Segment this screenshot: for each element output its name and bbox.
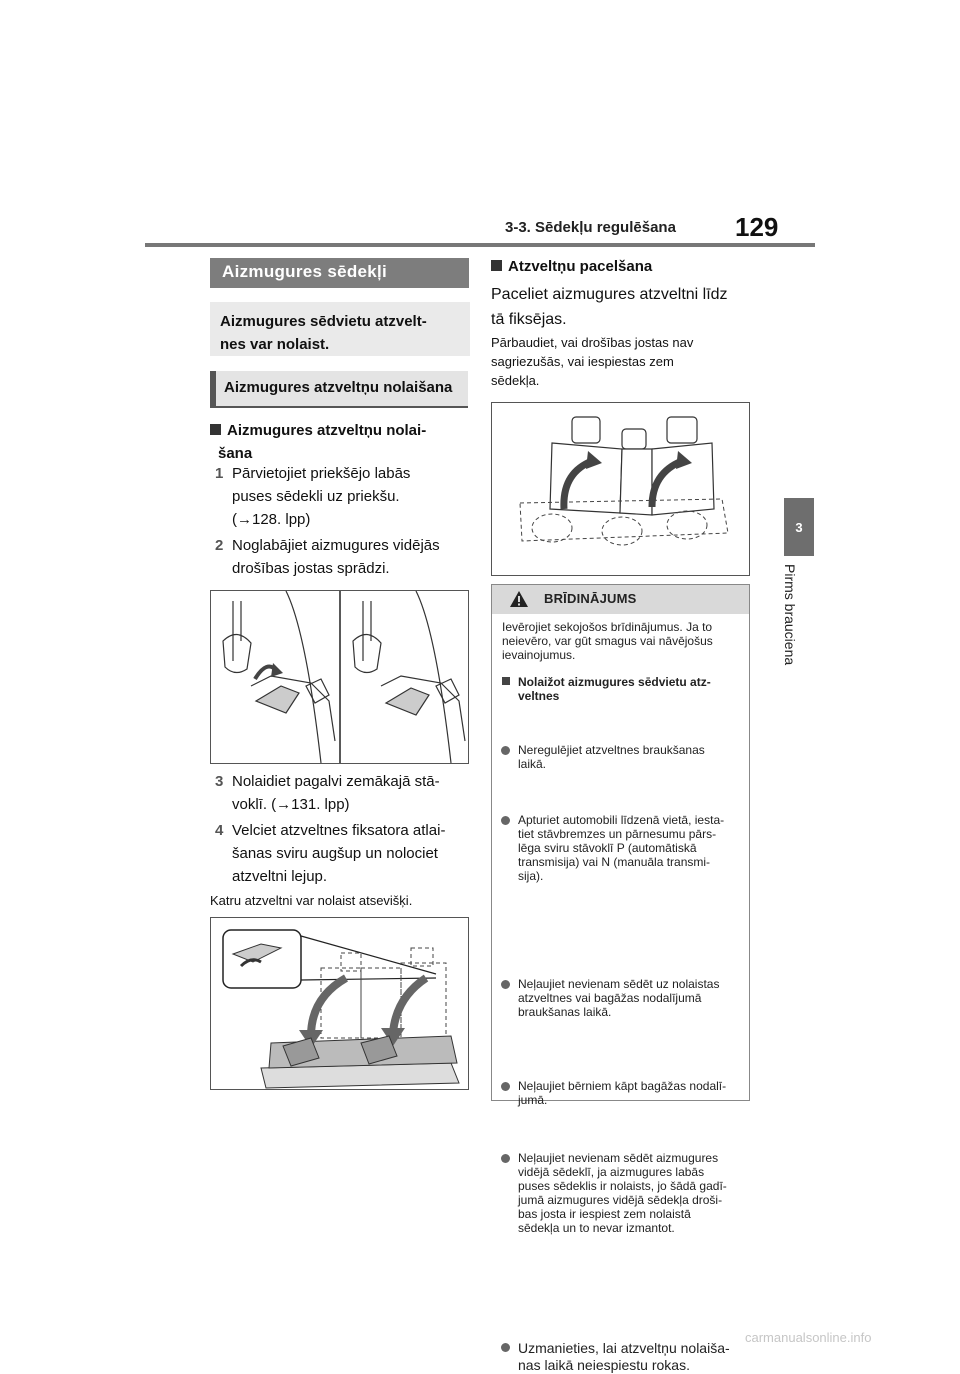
step-line: Nolaidiet pagalvi zemākajā stā- <box>232 773 440 790</box>
bullet-dot-icon <box>501 980 510 989</box>
raise-note-line: sēdekļa. <box>491 373 540 388</box>
page-number: 129 <box>735 212 779 242</box>
warning-bullet-line: jumā. <box>518 1093 548 1107</box>
warning-header <box>492 585 749 614</box>
step-link[interactable]: (→128. lpp) <box>232 511 311 528</box>
warning-bullet-line: nas laikā neiespiestu rokas. <box>518 1357 690 1373</box>
seat-fold-illustration <box>211 918 468 1089</box>
warning-bullet-line: Neļaujiet bērniem kāpt bagāžas nodalī- <box>518 1079 727 1093</box>
buckle-illustration <box>211 591 468 763</box>
warning-bullet-line: sēdekļa un to nevar izmantot. <box>518 1221 675 1235</box>
raise-text-line: tā fiksējas. <box>491 311 567 328</box>
warning-bullet <box>502 1079 756 1107</box>
warning-title: BRĪDINĀJUMS <box>544 591 637 606</box>
bullet-dot-icon <box>501 816 510 825</box>
warning-bullet-line: lēga sviru stāvoklī P (automātiskā <box>518 841 697 855</box>
subheading: Aizmugures atzveltņu nolaišana <box>210 371 468 407</box>
footer-watermark[interactable]: carmanualsonline.info <box>745 1330 872 1345</box>
step-number: 4 <box>215 822 224 839</box>
step-1 <box>215 462 472 531</box>
raise-text-line: Paceliet aizmugures atzveltni līdz <box>491 286 728 303</box>
step-line: Pārvietojiet priekšējo labās <box>232 465 411 482</box>
raise-note-line: sagriezušās, vai iespiestas zem <box>491 354 674 369</box>
procedure-title <box>210 419 470 465</box>
warning-bullet <box>502 977 756 1019</box>
step-number: 2 <box>215 537 224 554</box>
raise-title-text: Atzveltņu pacelšana <box>508 258 653 275</box>
raise-procedure-title <box>491 255 751 278</box>
chapter-title-text: Pirms brauciena <box>782 564 798 666</box>
warning-bullet <box>502 743 756 771</box>
section-header: 3-3. Sēdekļu regulēšana <box>505 219 676 236</box>
procedure-title-line: Aizmugures atzveltņu nolai- <box>227 422 427 439</box>
step-2 <box>215 534 472 580</box>
warning-bullet-line: sija). <box>518 869 544 883</box>
chapter-title <box>780 564 816 684</box>
intro-note-line: nes var nolaist. <box>220 336 330 353</box>
header-rule <box>145 243 815 247</box>
figure-release-buckle <box>210 590 469 764</box>
step-number: 1 <box>215 465 224 482</box>
warning-bullet-line: bas josta ir iespiest zem nolaistā <box>518 1207 691 1221</box>
warning-bullet-line: braukšanas laikā. <box>518 1005 612 1019</box>
warning-bullet-line: Neļaujiet nevienam sēdēt aizmugures <box>518 1151 719 1165</box>
raise-note <box>491 333 751 390</box>
step-line: puses sēdekli uz priekšu. <box>232 488 400 505</box>
square-bullet-icon <box>210 424 221 435</box>
figure-raise-seatbacks <box>491 402 750 576</box>
warning-subtitle-line: veltnes <box>518 689 560 703</box>
step-line: drošības jostas sprādzi. <box>232 560 390 577</box>
figure-fold-seatbacks <box>210 917 469 1090</box>
step-line: atzveltni lejup. <box>232 868 328 885</box>
warning-bullet-line: Neļaujiet nevienam sēdēt uz nolaistas <box>518 977 720 991</box>
warning-bullet-line: vidējā sēdeklī, ja aizmugures labās <box>518 1165 705 1179</box>
warning-bullet-line: Apturiet automobili līdzenā vietā, iesta- <box>518 813 725 827</box>
bullet-dot-icon <box>501 746 510 755</box>
step-line: Noglabājiet aizmugures vidējās <box>232 537 440 554</box>
seat-raise-illustration <box>492 403 749 575</box>
warning-bullet-last <box>502 1340 756 1374</box>
procedure-title-line: šana <box>218 445 253 462</box>
warning-intro-line: Ievērojiet sekojošos brīdinājumus. Ja to <box>502 620 713 634</box>
bullet-dot-icon <box>501 1082 510 1091</box>
step-3 <box>215 770 472 816</box>
raise-text <box>491 282 751 332</box>
warning-subtitle-line: Nolaižot aizmugures sēdvietu atz- <box>518 675 711 689</box>
warning-bullet <box>502 1151 756 1235</box>
warning-triangle-icon <box>509 590 529 608</box>
warning-box <box>491 584 750 1373</box>
step-link[interactable]: voklī. (→131. lpp) <box>232 796 350 813</box>
warning-bullet-line: atzveltnes vai bagāžas nodalījumā <box>518 991 702 1005</box>
warning-bullet-line: Uzmanieties, lai atzveltņu nolaiša- <box>518 1340 730 1356</box>
square-bullet-icon <box>491 260 502 271</box>
footnote: Katru atzveltni var nolaist atsevišķi. <box>210 893 413 908</box>
warning-subtitle <box>502 675 756 703</box>
step-number: 3 <box>215 773 224 790</box>
warning-bullet-line: laikā. <box>518 757 547 771</box>
warning-intro <box>502 620 740 662</box>
chapter-tab[interactable]: 3 <box>784 498 814 556</box>
warning-bullet-line: puses sēdeklis ir nolaists, jo šādā gadī- <box>518 1179 727 1193</box>
intro-note <box>210 302 470 356</box>
warning-intro-line: ievainojumus. <box>502 648 576 662</box>
warning-intro-line: neievēro, var gūt smagus vai nāvējošus <box>502 634 713 648</box>
intro-note-line: Aizmugures sēdvietu atzvelt- <box>220 313 427 330</box>
warning-bullet-line: jumā aizmugures vidējā sēdekļa droši- <box>518 1193 723 1207</box>
bullet-dot-icon <box>501 1343 510 1352</box>
raise-note-line: Pārbaudiet, vai drošības jostas nav <box>491 335 694 350</box>
section-banner: Aizmugures sēdekļi <box>210 258 469 288</box>
step-line: Velciet atzveltnes fiksatora atlai- <box>232 822 446 839</box>
warning-bullet-line: Neregulējiet atzveltnes braukšanas <box>518 743 705 757</box>
bullet-dot-icon <box>501 1154 510 1163</box>
warning-bullet-line: tiet stāvbremzes un pārnesumu pārs- <box>518 827 717 841</box>
warning-bullet-line: transmisija) vai N (manuāla transmi- <box>518 855 711 869</box>
step-4 <box>215 819 472 888</box>
warning-bullet <box>502 813 756 883</box>
step-line: šanas sviru augšup un nolociet <box>232 845 438 862</box>
square-bullet-icon <box>502 677 510 685</box>
subheading-rule <box>210 406 468 408</box>
